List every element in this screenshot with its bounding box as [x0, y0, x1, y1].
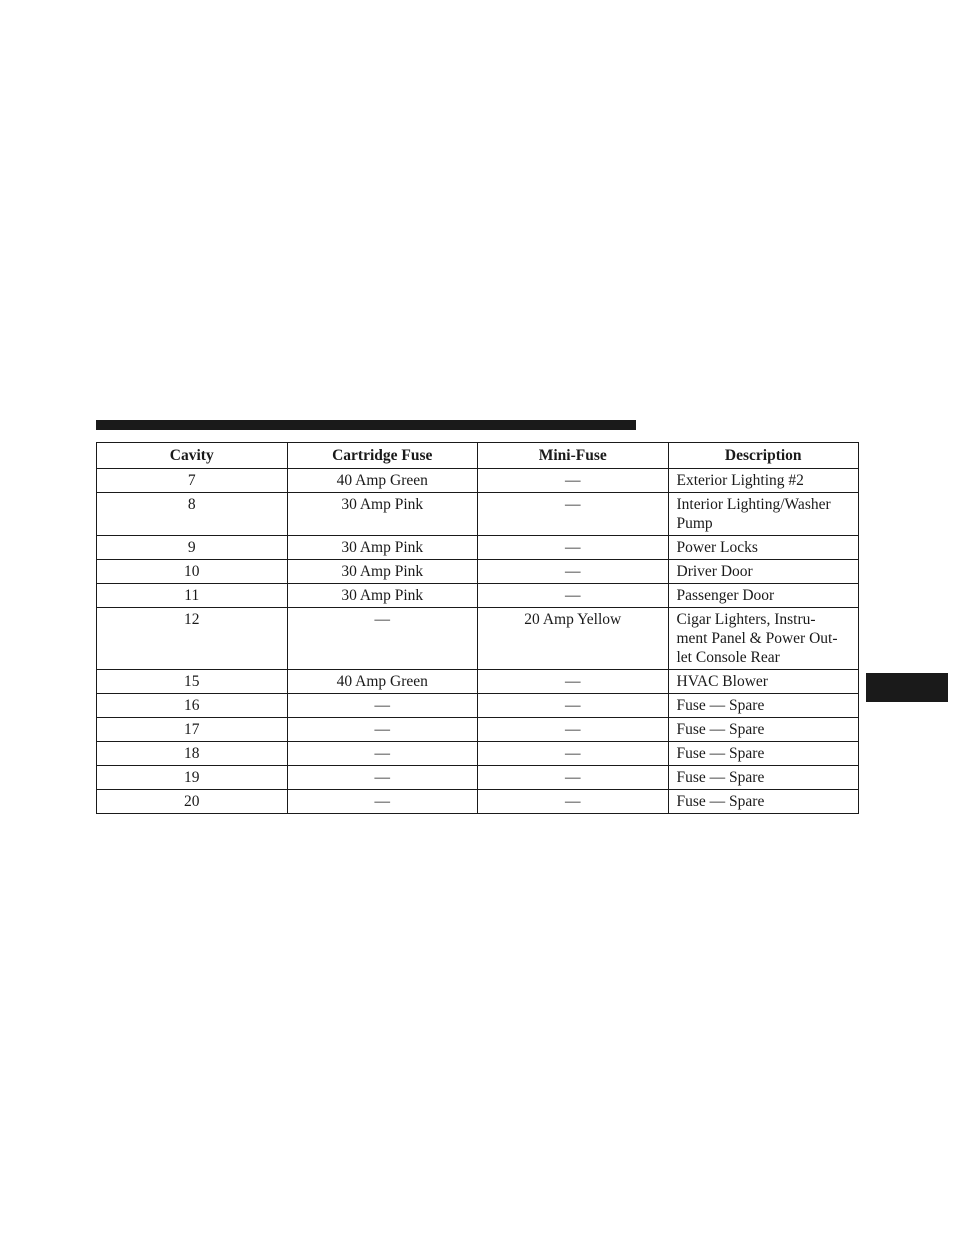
mini-fuse-cell: — [478, 493, 669, 536]
table-header-row [97, 443, 859, 469]
table-row [97, 694, 859, 718]
cavity-cell: 18 [97, 742, 288, 766]
mini-fuse-cell: — [478, 790, 669, 814]
cartridge-fuse-cell: — [287, 790, 478, 814]
table-row [97, 536, 859, 560]
cartridge-fuse-cell: — [287, 608, 478, 670]
mini-fuse-cell: — [478, 694, 669, 718]
mini-fuse-cell: — [478, 584, 669, 608]
description-cell: Power Locks [668, 536, 859, 560]
description-cell: Fuse — Spare [668, 742, 859, 766]
table-body [97, 469, 859, 814]
cartridge-fuse-cell: 30 Amp Pink [287, 584, 478, 608]
description-cell: Fuse — Spare [668, 718, 859, 742]
table-row [97, 718, 859, 742]
cartridge-fuse-cell: 30 Amp Pink [287, 560, 478, 584]
cartridge-fuse-cell: 40 Amp Green [287, 469, 478, 493]
cartridge-fuse-cell: 30 Amp Pink [287, 536, 478, 560]
table-row [97, 560, 859, 584]
mini-fuse-cell: — [478, 742, 669, 766]
cartridge-fuse-cell: — [287, 766, 478, 790]
cavity-cell: 9 [97, 536, 288, 560]
table-row [97, 493, 859, 536]
cavity-cell: 17 [97, 718, 288, 742]
table-row [97, 742, 859, 766]
cavity-cell: 11 [97, 584, 288, 608]
header-description: Description [668, 443, 859, 469]
table-row [97, 790, 859, 814]
mini-fuse-cell: — [478, 718, 669, 742]
table-row [97, 584, 859, 608]
mini-fuse-cell: 20 Amp Yellow [478, 608, 669, 670]
table-row [97, 766, 859, 790]
cavity-cell: 19 [97, 766, 288, 790]
description-cell: Driver Door [668, 560, 859, 584]
section-header-rule [96, 420, 636, 430]
description-cell: Fuse — Spare [668, 694, 859, 718]
description-cell: Passenger Door [668, 584, 859, 608]
header-cavity: Cavity [97, 443, 288, 469]
table-row [97, 608, 859, 670]
mini-fuse-cell: — [478, 560, 669, 584]
mini-fuse-cell: — [478, 670, 669, 694]
description-cell: HVAC Blower [668, 670, 859, 694]
cavity-cell: 8 [97, 493, 288, 536]
mini-fuse-cell: — [478, 766, 669, 790]
description-cell: Interior Lighting/Washer Pump [668, 493, 859, 536]
cavity-cell: 16 [97, 694, 288, 718]
description-cell: Fuse — Spare [668, 766, 859, 790]
header-mini-fuse: Mini-Fuse [478, 443, 669, 469]
fuse-table [96, 442, 859, 814]
table-row [97, 469, 859, 493]
cavity-cell: 15 [97, 670, 288, 694]
cavity-cell: 12 [97, 608, 288, 670]
mini-fuse-cell: — [478, 469, 669, 493]
cartridge-fuse-cell: — [287, 694, 478, 718]
cartridge-fuse-cell: 40 Amp Green [287, 670, 478, 694]
description-cell: Fuse — Spare [668, 790, 859, 814]
cavity-cell: 7 [97, 469, 288, 493]
cartridge-fuse-cell: 30 Amp Pink [287, 493, 478, 536]
header-cartridge-fuse: Cartridge Fuse [287, 443, 478, 469]
cavity-cell: 10 [97, 560, 288, 584]
table-row [97, 670, 859, 694]
chapter-thumb-tab [866, 673, 948, 702]
mini-fuse-cell: — [478, 536, 669, 560]
description-cell: Exterior Lighting #2 [668, 469, 859, 493]
cavity-cell: 20 [97, 790, 288, 814]
cartridge-fuse-cell: — [287, 718, 478, 742]
cartridge-fuse-cell: — [287, 742, 478, 766]
description-cell: Cigar Lighters, Instru- ment Panel & Power Out- let Console Rear [668, 608, 859, 670]
